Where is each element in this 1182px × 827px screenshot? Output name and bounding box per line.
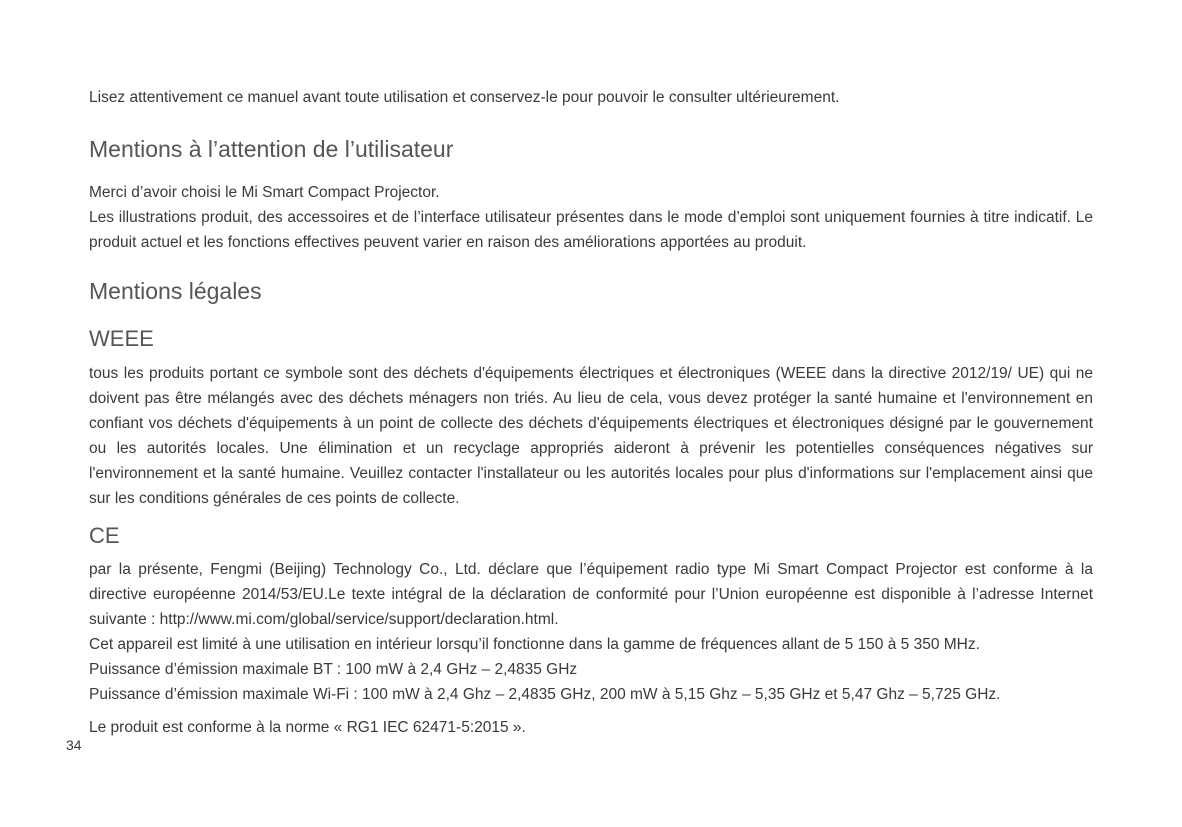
intro-text: Lisez attentivement ce manuel avant toute utilisation et conservez-le pour pouvoir le consulter ultérieurement. <box>89 89 840 106</box>
ce-declaration: par la présente, Fengmi (Beijing) Technology Co., Ltd. déclare que l’équipement radio type Mi Smart Compact Projector est conforme à la directive européenne 2014/53/EU.Le texte intégral de la déclaration de conformité pour l’Union européenne est disponible à l’adresse Internet suivante : http://www.mi.com/global/service/support/declaration.html. <box>89 561 1093 628</box>
ce-body <box>89 557 1093 740</box>
weee-heading: WEEE <box>89 326 154 351</box>
ce-frequency-line: Cet appareil est limité à une utilisation en intérieur lorsqu’il fonctionne dans la gamme de fréquences allant de 5 150 à 5 350 MHz. <box>89 636 980 653</box>
illustrations-disclaimer: Les illustrations produit, des accessoires et de l’interface utilisateur présentes dans le mode d’emploi sont uniquement fournies à titre indicatif. Le produit actuel et les fonctions effectives peuvent varier en raison des améliorations apportées au produit. <box>89 209 1093 251</box>
user-notice-heading: Mentions à l’attention de l’utilisateur <box>89 136 454 162</box>
page-number: 34 <box>66 737 82 753</box>
ce-bt-power-line: Puissance d’émission maximale BT : 100 mW à 2,4 GHz – 2,4835 GHz <box>89 661 578 678</box>
ce-wifi-power-line: Puissance d’émission maximale Wi-Fi : 100 mW à 2,4 Ghz – 2,4835 GHz, 200 mW à 5,15 Ghz – 5,35 GHz et 5,47 Ghz – 5,725 GHz. <box>89 686 1001 703</box>
weee-text: tous les produits portant ce symbole sont des déchets d'équipements électriques et électroniques (WEEE dans la directive 2012/19/ UE) qui ne doivent pas être mélangés avec des déchets ménagers non triés. Au lieu de cela, vous devez protéger la santé humaine et l'environnement en confiant vos déchets d'équipements à un point de collecte des déchets d'équipements électriques et électroniques désigné par le gouvernement ou les autorités locales. Une élimination et un recyclage appropriés aideront à prévenir les potentielles conséquences négatives sur l'environnement et la santé humaine. Veuillez contacter l'installateur ou les autorités locales pour plus d'informations sur l'emplacement ainsi que sur les conditions générales de ces points de collecte. <box>89 365 1093 507</box>
legal-notice-heading: Mentions légales <box>89 278 262 304</box>
user-notice-body <box>89 180 1093 255</box>
ce-norm-line: Le produit est conforme à la norme « RG1 IEC 62471-5:2015 ». <box>89 719 526 736</box>
thanks-line: Merci d’avoir choisi le Mi Smart Compact Projector. <box>89 184 440 201</box>
ce-heading: CE <box>89 523 120 548</box>
